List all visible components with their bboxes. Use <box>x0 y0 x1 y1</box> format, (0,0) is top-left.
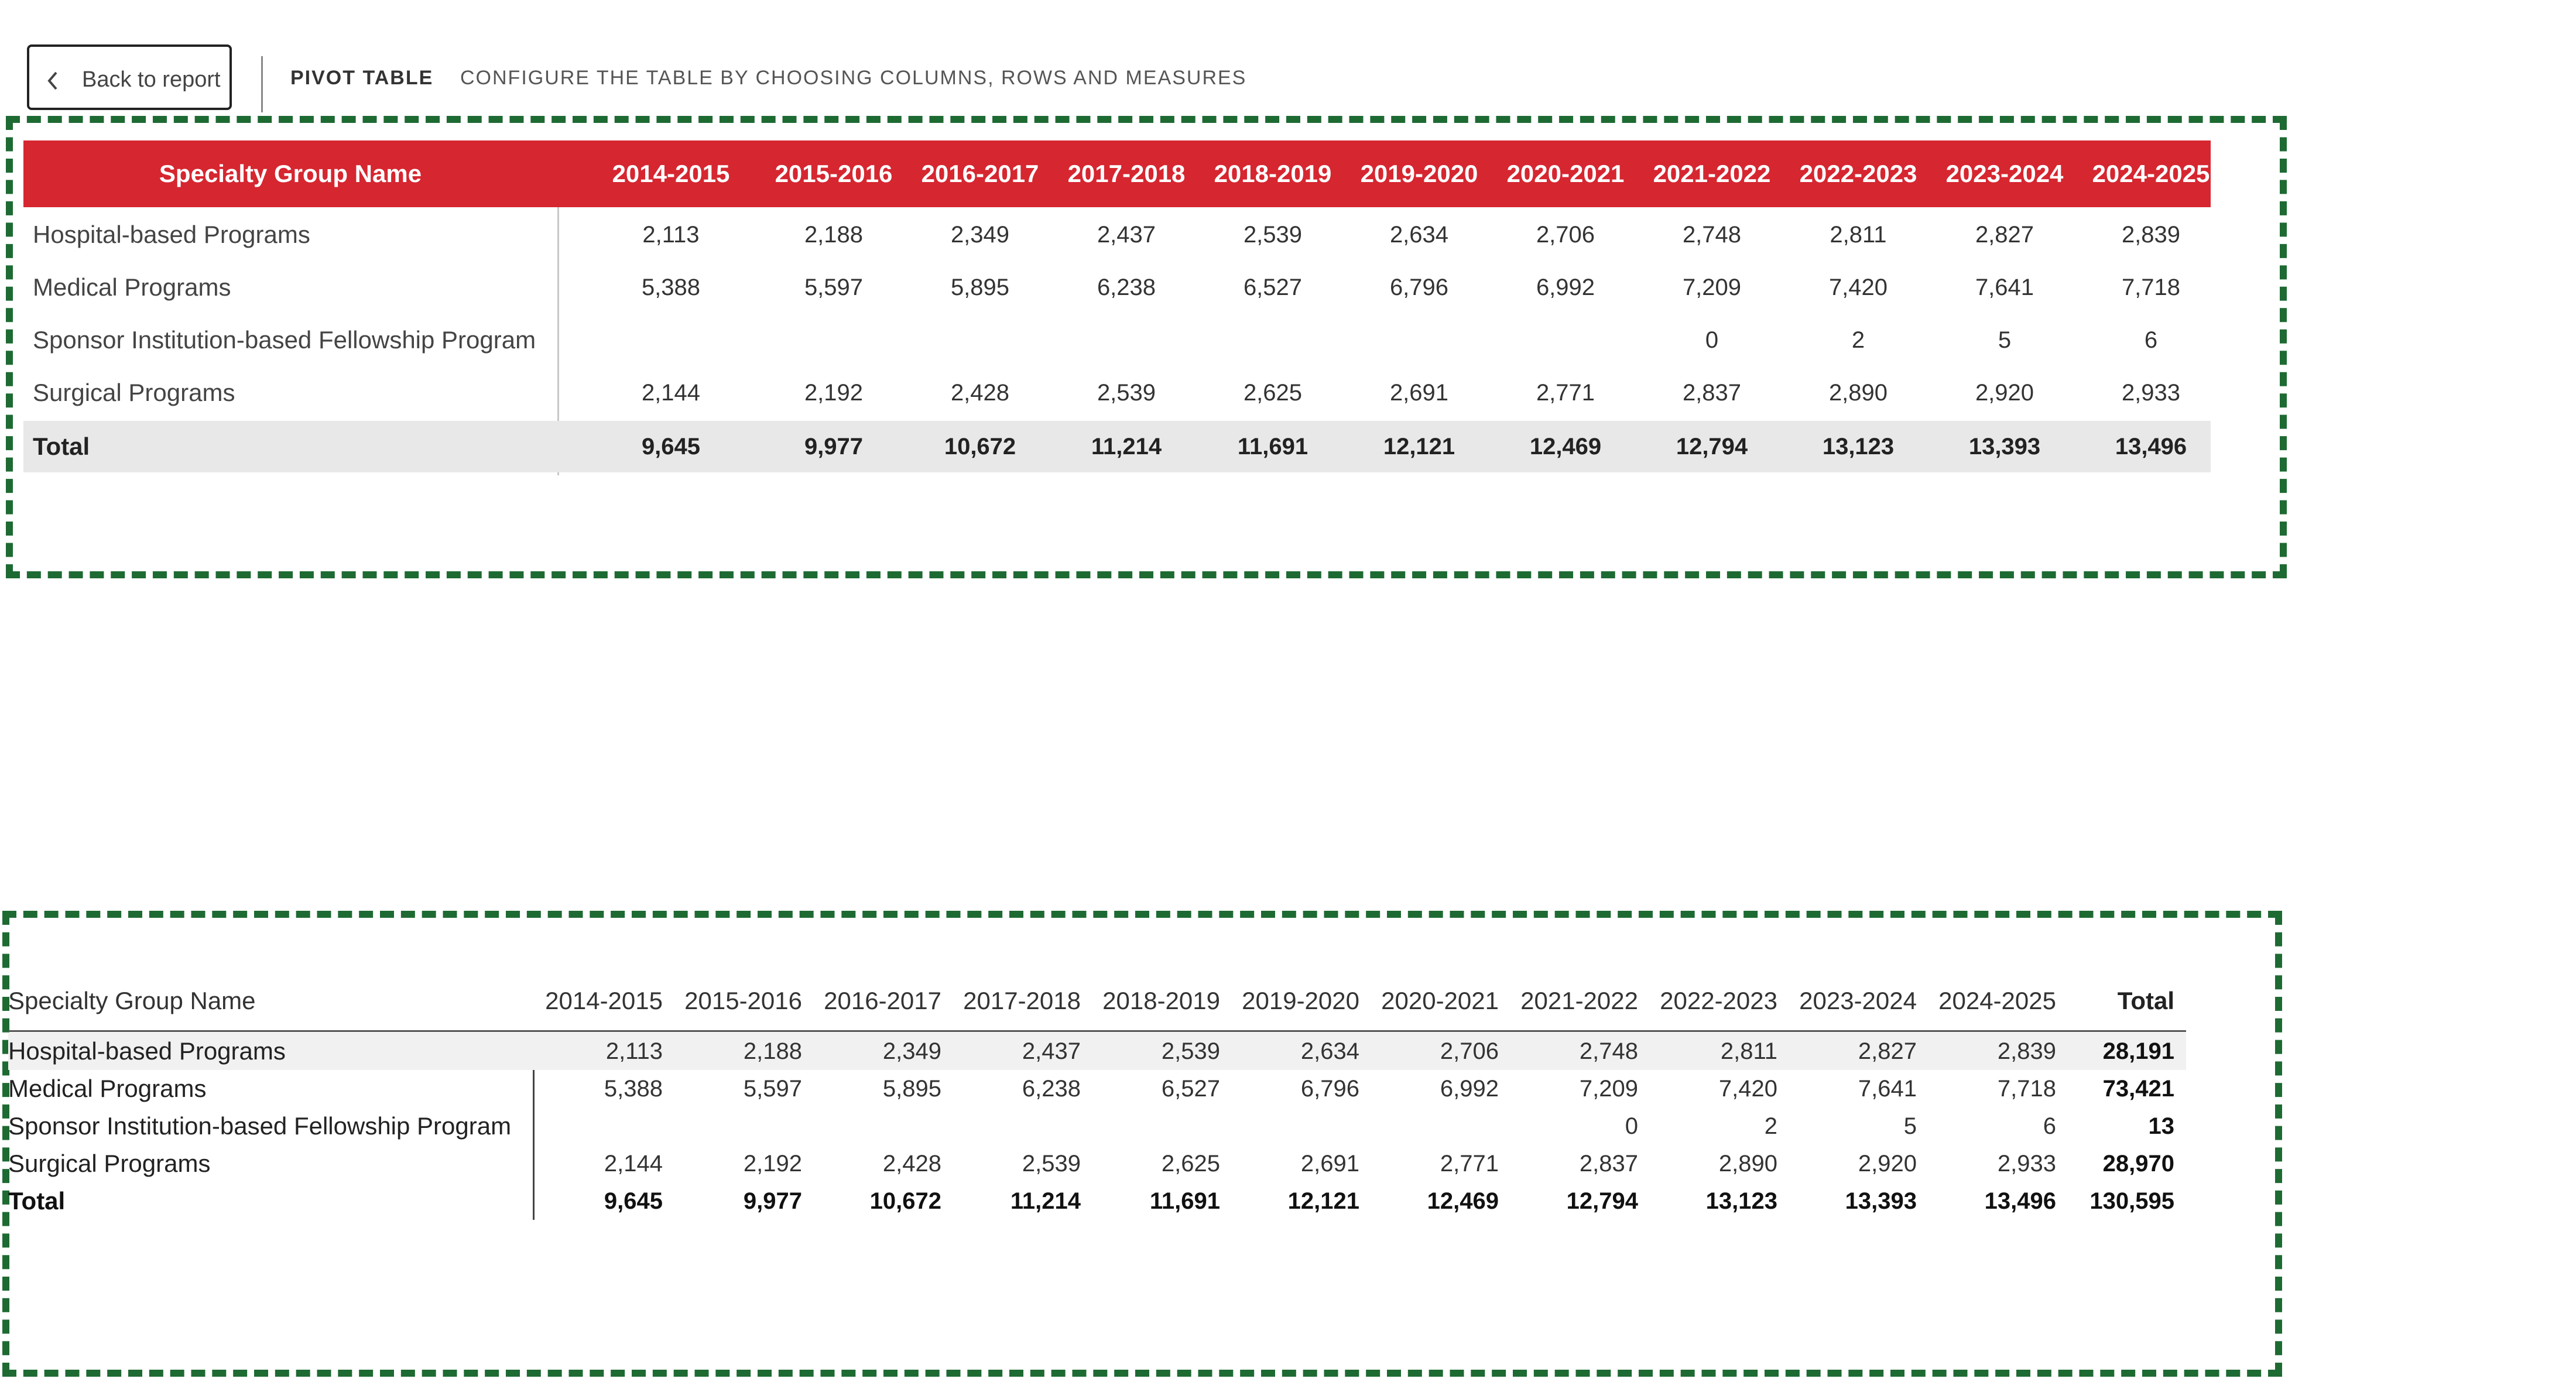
total-value: 9,977 <box>804 434 864 459</box>
column-header-year[interactable]: 2021-2022 <box>1520 987 1638 1014</box>
column-header-year[interactable]: 2022-2023 <box>1660 987 1777 1014</box>
row-label: Surgical Programs <box>33 379 235 406</box>
cell-value: 2,539 <box>1161 1038 1220 1064</box>
column-header-year[interactable]: 2017-2018 <box>963 987 1081 1014</box>
cell-value: 2,349 <box>950 222 1010 248</box>
cell-value: 5,597 <box>804 275 864 300</box>
cell-value: 2,827 <box>1975 222 2034 248</box>
cell-value: 2,811 <box>1830 222 1887 248</box>
total-value: 12,794 <box>1676 434 1748 459</box>
back-to-report-button[interactable] <box>27 44 232 110</box>
table-body <box>8 1033 2186 1220</box>
cell-value: 2,539 <box>1243 222 1303 248</box>
table-body <box>23 207 2211 475</box>
cell-value: 2,188 <box>804 222 864 248</box>
page-subtitle: CONFIGURE THE TABLE BY CHOOSING COLUMNS, ROWS AND MEASURES <box>460 67 1247 89</box>
cell-value: 2,188 <box>743 1038 802 1064</box>
header-divider <box>261 56 263 112</box>
cell-value: 2,539 <box>1097 380 1156 406</box>
row-label: Medical Programs <box>8 1075 207 1102</box>
cell-value: 2,192 <box>804 380 864 406</box>
row-label: Hospital-based Programs <box>33 221 310 248</box>
total-value: 9,645 <box>604 1188 663 1214</box>
cell-value: 2,437 <box>1022 1038 1081 1064</box>
table-row <box>23 366 2211 419</box>
cell-value: 2,437 <box>1097 222 1156 248</box>
column-header-year[interactable]: 2017-2018 <box>1067 160 1186 187</box>
cell-value: 2,837 <box>1579 1151 1638 1177</box>
total-value: 13,123 <box>1705 1188 1777 1214</box>
column-header-year[interactable]: 2014-2015 <box>612 160 730 187</box>
cell-value: 6,796 <box>1300 1076 1359 1102</box>
row-total-value: 13 <box>2148 1113 2174 1139</box>
total-row <box>8 1182 2186 1220</box>
cell-value: 2,625 <box>1161 1151 1220 1177</box>
row-label: Surgical Programs <box>8 1150 211 1177</box>
total-value: 13,123 <box>1822 434 1895 459</box>
total-value: 11,691 <box>1149 1188 1220 1214</box>
cell-value: 7,718 <box>2121 275 2181 300</box>
cell-value: 2,837 <box>1682 380 1742 406</box>
column-header-year[interactable]: 2015-2016 <box>775 160 893 187</box>
cell-value: 6 <box>2043 1113 2056 1139</box>
styled-pivot-table[interactable] <box>23 140 2211 475</box>
cell-value: 2,920 <box>1975 380 2034 406</box>
total-row <box>23 421 2211 472</box>
cell-value: 5,895 <box>950 275 1010 300</box>
cell-value: 2 <box>1764 1113 1777 1139</box>
cell-value: 6,238 <box>1022 1076 1081 1102</box>
cell-value: 2,811 <box>1720 1038 1777 1064</box>
back-button-label: Back to report <box>82 67 221 92</box>
total-value: 11,214 <box>1091 434 1162 459</box>
cell-value: 6,796 <box>1389 275 1449 300</box>
column-header-year[interactable]: 2020-2021 <box>1381 987 1499 1014</box>
table-row <box>8 1107 2186 1145</box>
column-header-year[interactable]: 2018-2019 <box>1102 987 1220 1014</box>
cell-value: 2,634 <box>1389 222 1449 248</box>
row-label: Medical Programs <box>33 273 231 301</box>
total-value: 13,496 <box>1984 1188 2056 1214</box>
cell-value: 7,641 <box>1975 275 2034 300</box>
total-value: 12,121 <box>1287 1188 1359 1214</box>
column-header-specialty[interactable]: Specialty Group Name <box>8 987 256 1014</box>
total-value: 13,496 <box>2115 434 2187 459</box>
header-divider <box>8 1030 2186 1032</box>
cell-value: 2,144 <box>604 1151 663 1177</box>
column-header-year[interactable]: 2019-2020 <box>1242 987 1359 1014</box>
cell-value: 2,691 <box>1300 1151 1359 1177</box>
cell-value: 2,771 <box>1536 380 1595 406</box>
column-header-year[interactable]: 2020-2021 <box>1506 160 1625 187</box>
table-row <box>8 1070 2186 1107</box>
cell-value: 2,634 <box>1300 1038 1359 1064</box>
column-header-year[interactable]: 2016-2017 <box>824 987 941 1014</box>
table-row <box>23 314 2211 366</box>
column-header-year[interactable]: 2015-2016 <box>684 987 802 1014</box>
cell-value: 2,706 <box>1536 222 1595 248</box>
cell-value: 0 <box>1625 1113 1638 1139</box>
row-total-value: 73,421 <box>2102 1076 2174 1102</box>
total-value: 13,393 <box>1968 434 2041 459</box>
cell-value: 2,144 <box>641 380 701 406</box>
cell-value: 6,238 <box>1097 275 1156 300</box>
cell-value: 2,890 <box>1828 380 1888 406</box>
cell-value: 2,920 <box>1858 1151 1917 1177</box>
total-value: 12,121 <box>1383 434 1455 459</box>
cell-value: 6,992 <box>1536 275 1595 300</box>
cell-value: 5,895 <box>882 1076 941 1102</box>
cell-value: 2,933 <box>2121 380 2181 406</box>
total-value: 11,214 <box>1010 1188 1081 1214</box>
row-label: Sponsor Institution-based Fellowship Program <box>8 1112 512 1140</box>
cell-value: 5,388 <box>641 275 701 300</box>
cell-value: 2,625 <box>1243 380 1303 406</box>
cell-value: 2,428 <box>950 380 1010 406</box>
cell-value: 2,691 <box>1389 380 1449 406</box>
table-header-row <box>23 140 2211 207</box>
cell-value: 2,748 <box>1682 222 1742 248</box>
total-value: 10,672 <box>869 1188 941 1214</box>
cell-value: 2,839 <box>2121 222 2181 248</box>
cell-value: 2,827 <box>1858 1038 1917 1064</box>
cell-value: 7,420 <box>1828 275 1888 300</box>
table-row <box>8 1145 2186 1182</box>
cell-value: 6,527 <box>1161 1076 1220 1102</box>
row-label: Sponsor Institution-based Fellowship Program <box>33 326 536 354</box>
row-total-value: 28,970 <box>2102 1151 2174 1177</box>
cell-value: 2,539 <box>1022 1151 1081 1177</box>
row-label: Hospital-based Programs <box>8 1037 286 1065</box>
total-value: 130,595 <box>2089 1188 2174 1214</box>
column-header-year[interactable]: 2014-2015 <box>545 987 663 1014</box>
cell-value: 2,706 <box>1440 1038 1499 1064</box>
cell-value: 7,641 <box>1858 1076 1917 1102</box>
column-header-year[interactable]: 2022-2023 <box>1799 160 1917 187</box>
column-header-year[interactable]: 2021-2022 <box>1653 160 1771 187</box>
total-value: 12,469 <box>1427 1188 1499 1214</box>
cell-value: 2,933 <box>1997 1151 2056 1177</box>
cell-value: 2,839 <box>1997 1038 2056 1064</box>
cell-value: 6 <box>2144 327 2158 353</box>
total-value: 11,691 <box>1237 434 1308 459</box>
cell-value: 5 <box>1903 1113 1917 1139</box>
cell-value: 2,890 <box>1718 1151 1777 1177</box>
table-row <box>8 1033 2186 1070</box>
cell-value: 0 <box>1705 327 1719 353</box>
cell-value: 2,428 <box>882 1151 941 1177</box>
column-header-specialty[interactable]: Specialty Group Name <box>159 160 422 187</box>
chevron-left-icon <box>42 69 66 92</box>
column-header-year[interactable]: 2024-2025 <box>1938 987 2056 1014</box>
column-header-year[interactable]: 2024-2025 <box>2092 160 2210 187</box>
cell-value: 5,597 <box>743 1076 802 1102</box>
cell-value: 6,992 <box>1440 1076 1499 1102</box>
row-total-value: 28,191 <box>2102 1038 2174 1064</box>
cell-value: 2,192 <box>743 1151 802 1177</box>
cell-value: 7,209 <box>1579 1076 1638 1102</box>
row-label-total: Total <box>8 1187 66 1215</box>
total-value: 9,645 <box>641 434 701 459</box>
cell-value: 2,113 <box>605 1038 663 1064</box>
cell-value: 5 <box>1998 327 2012 353</box>
total-value: 12,794 <box>1566 1188 1638 1214</box>
column-header-year[interactable]: 2023-2024 <box>1799 987 1917 1014</box>
column-header-year[interactable]: 2023-2024 <box>1945 160 2064 187</box>
cell-value: 7,718 <box>1997 1076 2056 1102</box>
cell-value: 5,388 <box>604 1076 663 1102</box>
row-label-total: Total <box>33 433 90 460</box>
total-value: 13,393 <box>1845 1188 1917 1214</box>
column-header-year[interactable]: 2016-2017 <box>921 160 1039 187</box>
cell-value: 7,209 <box>1682 275 1742 300</box>
table-header-row <box>8 972 2186 1030</box>
total-value: 10,672 <box>944 434 1016 459</box>
cell-value: 2,748 <box>1579 1038 1638 1064</box>
cell-value: 6,527 <box>1243 275 1303 300</box>
cell-value: 2,771 <box>1440 1151 1499 1177</box>
page-title: PIVOT TABLE <box>290 67 434 89</box>
cell-value: 2 <box>1851 327 1865 353</box>
plain-pivot-table[interactable] <box>8 972 2186 1215</box>
column-header-year[interactable]: 2019-2020 <box>1360 160 1478 187</box>
total-value: 9,977 <box>743 1188 802 1214</box>
column-header-total[interactable]: Total <box>2117 987 2174 1014</box>
table-row <box>23 261 2211 314</box>
total-value: 12,469 <box>1529 434 1602 459</box>
cell-value: 2,113 <box>642 222 700 248</box>
cell-value: 2,349 <box>882 1038 941 1064</box>
cell-value: 7,420 <box>1718 1076 1777 1102</box>
column-header-year[interactable]: 2018-2019 <box>1214 160 1332 187</box>
table-row <box>23 208 2211 261</box>
